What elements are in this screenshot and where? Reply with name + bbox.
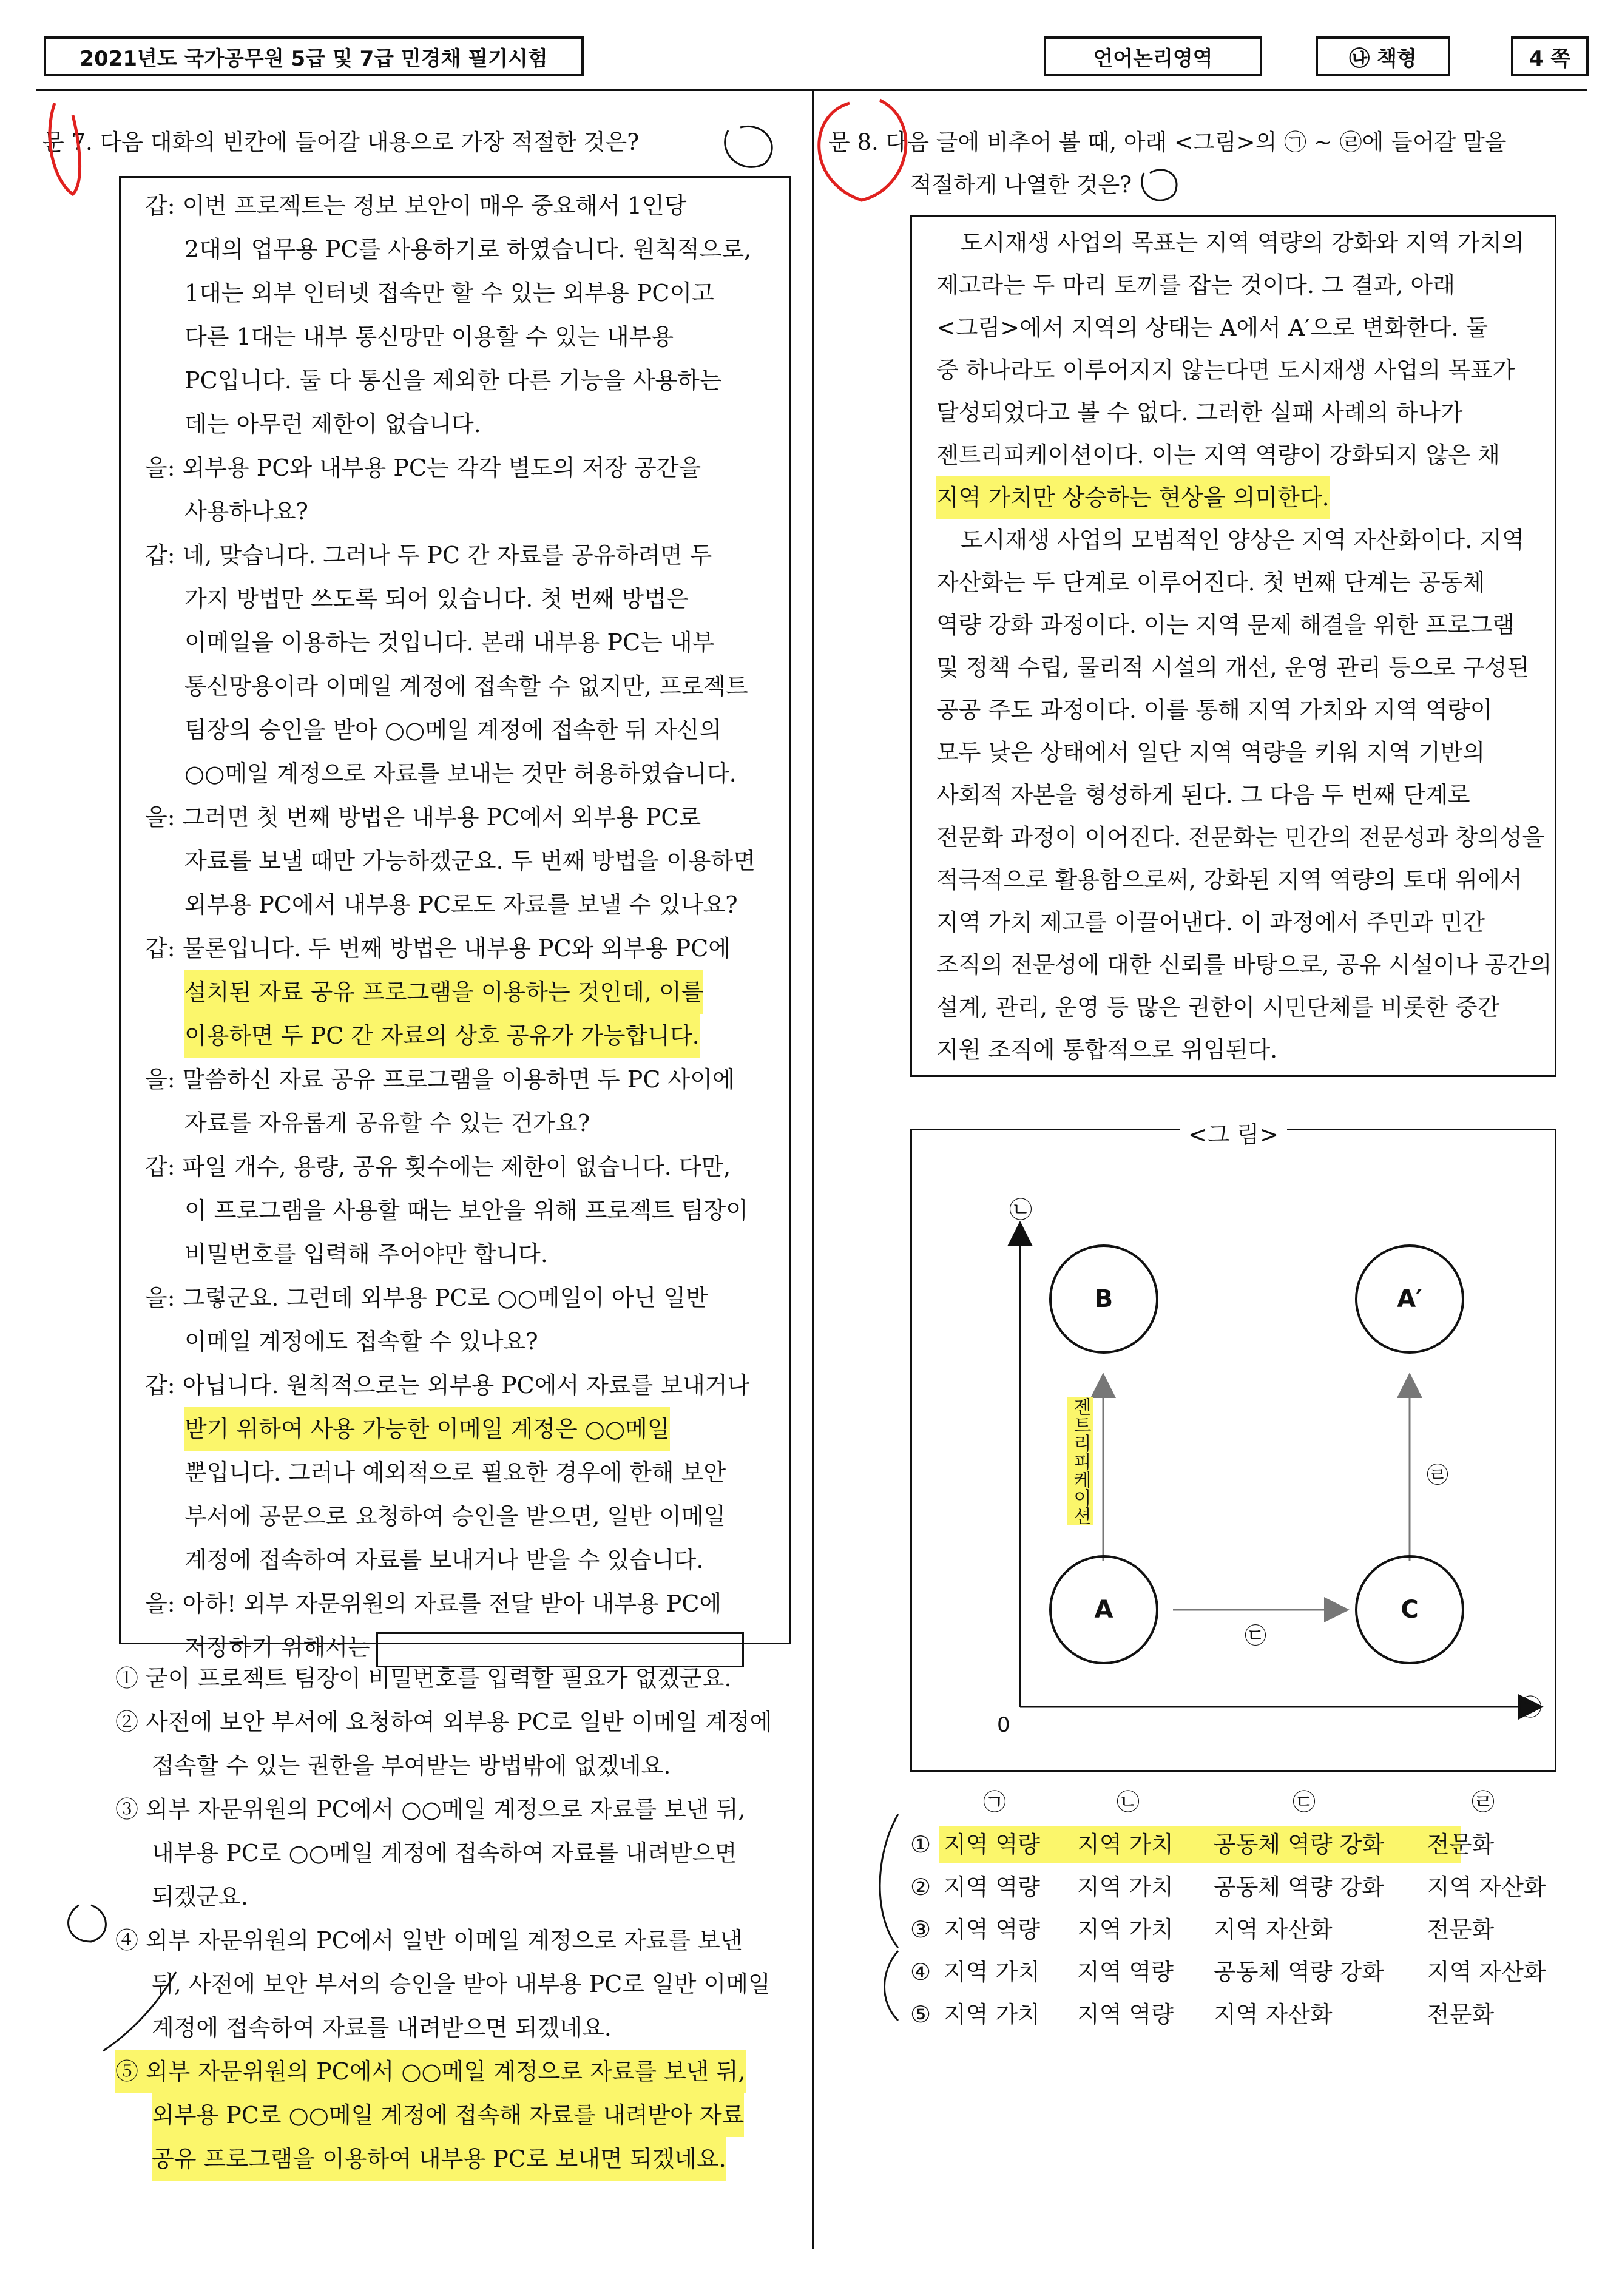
- option-num: ⑤: [910, 2001, 931, 2028]
- option-cell: 공동체 역량 강화: [1214, 1831, 1385, 1858]
- option-cell: 지역 가치: [1077, 1874, 1174, 1900]
- option-cell: 지역 자산화: [1214, 1916, 1333, 1943]
- dialog-line-highlight: 이용하면 두 PC 간 자료의 상호 공유가 가능합니다.: [184, 1014, 700, 1058]
- option-cell: 지역 역량: [944, 1831, 1040, 1858]
- dialog-line-highlight: 설치된 자료 공유 프로그램을 이용하는 것인데, 이를: [184, 970, 703, 1014]
- dialog-line: 갑: 파일 개수, 용량, 공유 횟수에는 제한이 없습니다. 다만,: [145, 1153, 731, 1180]
- passage-line: 역량 강화 과정이다. 이는 지역 문제 해결을 위한 프로그램: [936, 612, 1515, 638]
- dialog-line: 계정에 접속하여 자료를 보내거나 받을 수 있습니다.: [184, 1547, 704, 1573]
- option-cell: 지역 역량: [1077, 1959, 1174, 1985]
- q7-option-highlight: ⑤ 외부 자문위원의 PC에서 ○○메일 계정으로 자료를 보낸 뒤,: [115, 2050, 746, 2093]
- dialog-line: 을: 그렇군요. 그런데 외부용 PC로 ○○메일이 아닌 일반: [145, 1285, 708, 1311]
- option-cell: 지역 가치: [1077, 1916, 1174, 1943]
- q8-opt-bracket: [880, 1814, 898, 1948]
- section-label: 언어논리영역: [1044, 36, 1262, 76]
- dialog-line: 을: 말씀하신 자료 공유 프로그램을 이용하면 두 PC 사이에: [145, 1066, 735, 1093]
- q7-option: ③ 외부 자문위원의 PC에서 ○○메일 계정으로 자료를 보낸 뒤,: [115, 1796, 746, 1823]
- y-axis-label: ㉡: [1009, 1197, 1033, 1223]
- passage-line: 젠트리피케이션이다. 이는 지역 역량이 강화되지 않은 채: [936, 442, 1500, 468]
- dialog-line: 자료를 보낼 때만 가능하겠군요. 두 번째 방법을 이용하면: [184, 848, 755, 874]
- q7-option: 되겠군요.: [152, 1883, 248, 1910]
- option-cell: 전문화: [1427, 1831, 1495, 1858]
- arrow-label-bottom: ㉢: [1245, 1624, 1267, 1649]
- q7-option-highlight: 공유 프로그램을 이용하여 내부용 PC로 보내면 되겠네요.: [152, 2137, 726, 2181]
- passage-line: 공공 주도 과정이다. 이를 통해 지역 가치와 지역 역량이: [936, 697, 1493, 723]
- q8-figure: [910, 1121, 1556, 1772]
- option-num: ③: [910, 1916, 931, 1943]
- dialog-line: 부서에 공문으로 요청하여 승인을 받으면, 일반 이메일: [184, 1503, 726, 1530]
- q8-opt-bracket2: [885, 1951, 899, 2021]
- arrow-label-gentrification: 젠트리피케이션: [1067, 1397, 1093, 1525]
- q8-head-cont: 적절하게 나열한 것은?: [910, 172, 1132, 198]
- q7-option: 계정에 접속하여 자료를 내려받으면 되겠네요.: [152, 2014, 612, 2041]
- q7-option: 내부용 PC로 ○○메일 계정에 접속하여 자료를 내려받으면: [152, 1840, 737, 1866]
- option-cell: 전문화: [1427, 1916, 1495, 1943]
- node-a: A: [1049, 1555, 1158, 1664]
- dialog-line: 갑: 네, 맞습니다. 그러나 두 PC 간 자료를 공유하려면 두: [145, 542, 712, 569]
- q7-dialog-box: [119, 176, 791, 1661]
- option-cell: 지역 가치: [1077, 1831, 1174, 1858]
- dialog-line: 갑: 물론입니다. 두 번째 방법은 내부용 PC와 외부용 PC에: [145, 935, 731, 962]
- passage-line: 조직의 전문성에 대한 신뢰를 바탕으로, 공유 시설이나 공간의: [936, 951, 1552, 978]
- option-cell: 지역 자산화: [1427, 1959, 1546, 1985]
- header-col-3: ㉢: [1293, 1789, 1316, 1815]
- option-cell: 지역 가치: [944, 1959, 1040, 1985]
- dialog-line: 을: 아하! 외부 자문위원의 자료를 전달 받아 내부용 PC에: [145, 1590, 722, 1617]
- dialog-line: 다른 1대는 내부 통신망만 이용할 수 있는 내부용: [184, 323, 674, 350]
- option-cell: 지역 역량: [944, 1916, 1040, 1943]
- passage-line: 지역 가치 제고를 이끌어낸다. 이 과정에서 주민과 민간: [936, 909, 1485, 936]
- origin-label: 0: [997, 1713, 1010, 1737]
- passage-line: 자산화는 두 단계로 이루어진다. 첫 번째 단계는 공동체: [936, 569, 1485, 596]
- arrow-label-right: ㉣: [1427, 1463, 1449, 1488]
- dialog-line: ○○메일 계정으로 자료를 보내는 것만 허용하였습니다.: [184, 760, 737, 787]
- opt4-circle: [69, 1905, 106, 1942]
- page-number: 4 쪽: [1511, 36, 1589, 76]
- q7-head: 문 7. 다음 대화의 빈칸에 들어갈 내용으로 가장 적절한 것은?: [42, 129, 640, 155]
- passage-line: 제고라는 두 마리 토끼를 잡는 것이다. 그 결과, 아래: [936, 272, 1455, 299]
- node-b: B: [1049, 1244, 1158, 1354]
- option-num: ④: [910, 1959, 931, 1985]
- passage-line: 달성되었다고 볼 수 없다. 그러한 실패 사례의 하나가: [936, 399, 1463, 426]
- q7-option: ② 사전에 보안 부서에 요청하여 외부용 PC로 일반 이메일 계정에: [115, 1709, 772, 1735]
- booklet-type: ㉯ 책형: [1316, 36, 1450, 76]
- passage-line-highlight: 지역 가치만 상승하는 현상을 의미한다.: [936, 476, 1330, 519]
- dialog-line-highlight: 받기 위하여 사용 가능한 이메일 계정은 ○○메일: [184, 1407, 670, 1451]
- passage-line: 모두 낮은 상태에서 일단 지역 역량을 키워 지역 기반의: [936, 739, 1485, 766]
- dialog-line: 이 프로그램을 사용할 때는 보안을 위해 프로젝트 팀장이: [184, 1197, 748, 1224]
- option-cell: 지역 역량: [1077, 2001, 1174, 2028]
- q8-answer-circle: [1142, 170, 1177, 200]
- dialog-line: 이메일을 이용하는 것입니다. 본래 내부용 PC는 내부: [184, 629, 715, 656]
- passage-line: 도시재생 사업의 목표는 지역 역량의 강화와 지역 가치의: [961, 229, 1524, 256]
- dialog-line: 갑: 이번 프로젝트는 정보 보안이 매우 중요해서 1인당: [145, 192, 687, 219]
- passage-line: 중 하나라도 이루어지지 않는다면 도시재생 사업의 목표가: [936, 357, 1515, 383]
- dialog-line: 을: 그러면 첫 번째 방법은 내부용 PC에서 외부용 PC로: [145, 804, 701, 831]
- q7-option: ① 굳이 프로젝트 팀장이 비밀번호를 입력할 필요가 없겠군요.: [115, 1665, 732, 1692]
- option-num: ②: [910, 1874, 931, 1900]
- q7-option: 뒤, 사전에 보안 부서의 승인을 받아 내부용 PC로 일반 이메일: [152, 1971, 771, 1997]
- dialog-line: 가지 방법만 쓰도록 되어 있습니다. 첫 번째 방법은: [184, 586, 689, 612]
- option-cell: 지역 역량: [944, 1874, 1040, 1900]
- dialog-line: 을: 외부용 PC와 내부용 PC는 각각 별도의 저장 공간을: [145, 454, 701, 481]
- q7-option: ④ 외부 자문위원의 PC에서 일반 이메일 계정으로 자료를 보낸: [115, 1927, 743, 1954]
- option-num: ①: [910, 1831, 931, 1858]
- passage-line: 전문화 과정이 이어진다. 전문화는 민간의 전문성과 창의성을: [936, 824, 1545, 851]
- passage-line: 설계, 관리, 운영 등 많은 권한이 시민단체를 비롯한 중간: [936, 994, 1500, 1021]
- q7-option: 접속할 수 있는 권한을 부여받는 방법밖에 없겠네요.: [152, 1752, 671, 1779]
- dialog-line: PC입니다. 둘 다 통신을 제외한 다른 기능을 사용하는: [184, 367, 722, 394]
- option-cell: 지역 자산화: [1427, 1874, 1546, 1900]
- option-cell: 공동체 역량 강화: [1214, 1959, 1385, 1985]
- header-col-2: ㉡: [1117, 1789, 1140, 1815]
- dialog-line: 1대는 외부 인터넷 접속만 할 수 있는 외부용 PC이고: [184, 280, 714, 306]
- option-cell: 지역 가치: [944, 2001, 1040, 2028]
- dialog-line: 비밀번호를 입력해 주어야만 합니다.: [184, 1241, 548, 1268]
- passage-line: 적극적으로 활용함으로써, 강화된 지역 역량의 토대 위에서: [936, 866, 1522, 893]
- dialog-line: 이메일 계정에도 접속할 수 있나요?: [184, 1328, 538, 1355]
- node-a-prime: A′: [1355, 1244, 1464, 1354]
- dialog-line: 데는 아무런 제한이 없습니다.: [184, 411, 481, 437]
- exam-title: 2021년도 국가공무원 5급 및 7급 민경채 필기시험: [44, 36, 584, 76]
- q8-head: 문 8. 다음 글에 비추어 볼 때, 아래 <그림>의 ㉠ ~ ㉣에 들어갈 말을: [828, 129, 1507, 155]
- q7-option-highlight: 외부용 PC로 ○○메일 계정에 접속해 자료를 내려받아 자료: [152, 2093, 744, 2137]
- figure-axes: [912, 1130, 1558, 1774]
- header-col-1: ㉠: [983, 1789, 1007, 1815]
- option-cell: 전문화: [1427, 2001, 1495, 2028]
- q7-answer-circle: [725, 126, 772, 167]
- dialog-line: 뿐입니다. 그러나 예외적으로 필요한 경우에 한해 보안: [184, 1459, 726, 1486]
- dialog-line: 2대의 업무용 PC를 사용하기로 하였습니다. 원칙적으로,: [184, 236, 752, 263]
- dialog-text: 저장하기 위해서는: [184, 1634, 370, 1661]
- header-col-4: ㉣: [1472, 1789, 1495, 1815]
- x-axis-label: ㉠: [1519, 1694, 1543, 1721]
- passage-line: 지원 조직에 통합적으로 위임된다.: [936, 1036, 1278, 1063]
- passage-line: 및 정책 수립, 물리적 시설의 개선, 운영 관리 등으로 구성된: [936, 654, 1530, 681]
- passage-line: <그림>에서 지역의 상태는 A에서 A′으로 변화한다. 둘: [936, 314, 1489, 341]
- dialog-line: 팀장의 승인을 받아 ○○메일 계정에 접속한 뒤 자신의: [184, 717, 722, 743]
- option-cell: 지역 자산화: [1214, 2001, 1333, 2028]
- dialog-line: 자료를 자유롭게 공유할 수 있는 건가요?: [184, 1110, 590, 1136]
- q8-passage-box: [910, 215, 1556, 1077]
- dialog-line: 갑: 아닙니다. 원칙적으로는 외부용 PC에서 자료를 보내거나: [145, 1372, 750, 1399]
- column-divider: [812, 89, 814, 2249]
- dialog-line: 사용하나요?: [184, 498, 308, 525]
- figure-title: <그 림>: [912, 1116, 1555, 1149]
- dialog-line: 통신망용이라 이메일 계정에 접속할 수 없지만, 프로젝트: [184, 673, 748, 700]
- dialog-line: 외부용 PC에서 내부용 PC로도 자료를 보낼 수 있나요?: [184, 891, 738, 918]
- node-c: C: [1355, 1555, 1464, 1664]
- passage-line: 사회적 자본을 형성하게 된다. 그 다음 두 번째 단계로: [936, 782, 1470, 808]
- option-cell: 공동체 역량 강화: [1214, 1874, 1385, 1900]
- passage-line: 도시재생 사업의 모범적인 양상은 지역 자산화이다. 지역: [961, 527, 1524, 553]
